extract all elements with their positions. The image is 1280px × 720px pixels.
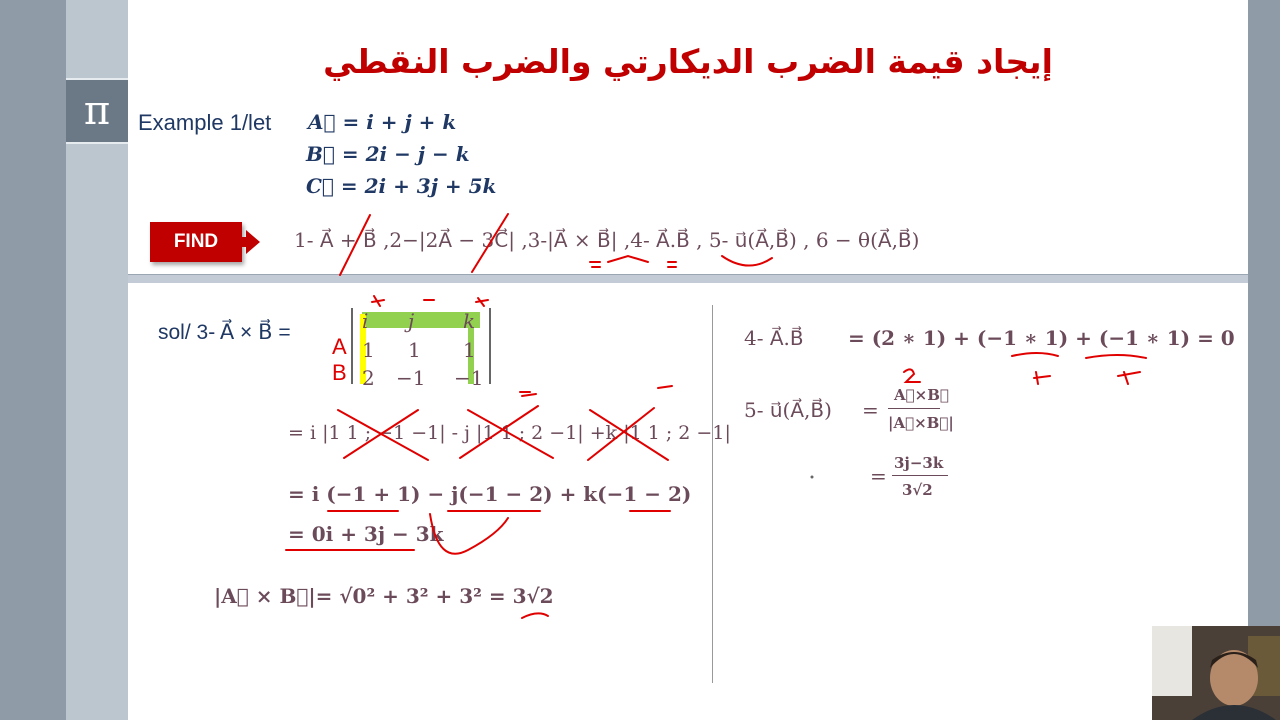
matrix-cell-i: i [362,309,369,333]
expansion-step-3: = 0i + 3j − 3k [288,522,444,546]
row-label-a: A [332,334,347,359]
matrix-cell-a3: 1 [463,338,476,362]
dot-product-label: 4- A⃗.B⃗ [744,326,804,350]
solution-label: sol/ 3- A⃗ × B⃗ = [158,321,291,344]
unit-vector-denominator: |A⃗×B⃗| [888,414,954,432]
matrix-cell-b1: 2 [362,366,375,390]
find-badge: FIND [150,222,242,262]
vector-b-definition: B⃗ = 2i − j − k [306,142,470,166]
row-label-b: B [332,360,347,385]
slide-title: إيجاد قيمة الضرب الديكارتي والضرب النقطي [323,42,1053,81]
example-label: Example 1/let [138,110,272,135]
equals-sign: = [862,398,879,422]
slide [128,0,1248,720]
unit-vector-denominator-2: 3√2 [902,481,933,499]
unit-vector-numerator: A⃗×B⃗ [894,386,949,404]
vector-a-definition: A⃗ = i + j + k [308,110,457,134]
pen-annotations [128,0,1248,720]
matrix-cell-b2: −1 [396,366,426,390]
matrix-cell-a2: 1 [408,338,421,362]
unit-vector-label: 5- u⃗(A⃗,B⃗) [744,398,832,422]
cofactor-expansion: = i |1 1 ; −1 −1| - j |1 1 ; 2 −1| +k |1 1 ; 2 −1| [288,422,731,444]
find-list: 1- A⃗ + B⃗ ,2−|2A⃗ − 3C⃗| ,3-|A⃗ × B⃗| ,4- A⃗.B⃗ , 5- u⃗(A⃗,B⃗) , 6 − θ(A⃗,B⃗) [294,228,920,252]
expansion-step-2: = i (−1 + 1) − j(−1 − 2) + k(−1 − 2) [288,482,692,506]
equals-sign-2: = [870,464,887,488]
cross-product-magnitude: |A⃗ × B⃗|= √0² + 3² + 3² = 3√2 [214,584,554,608]
matrix-cell-a1: 1 [362,338,375,362]
dot-product-result: = (2 ∗ 1) + (−1 ∗ 1) + (−1 ∗ 1) = 0 [848,326,1235,350]
matrix-cell-b3: −1 [454,366,484,390]
matrix-cell-j: j [408,309,415,333]
vector-c-definition: C⃗ = 2i + 3j + 5k [306,174,497,198]
unit-vector-numerator-2: 3j−3k [894,454,944,472]
presenter-webcam [1152,626,1280,720]
matrix-cell-k: k [463,309,476,333]
pi-logo-icon: π [66,78,128,144]
right-sidebar [1248,0,1280,720]
